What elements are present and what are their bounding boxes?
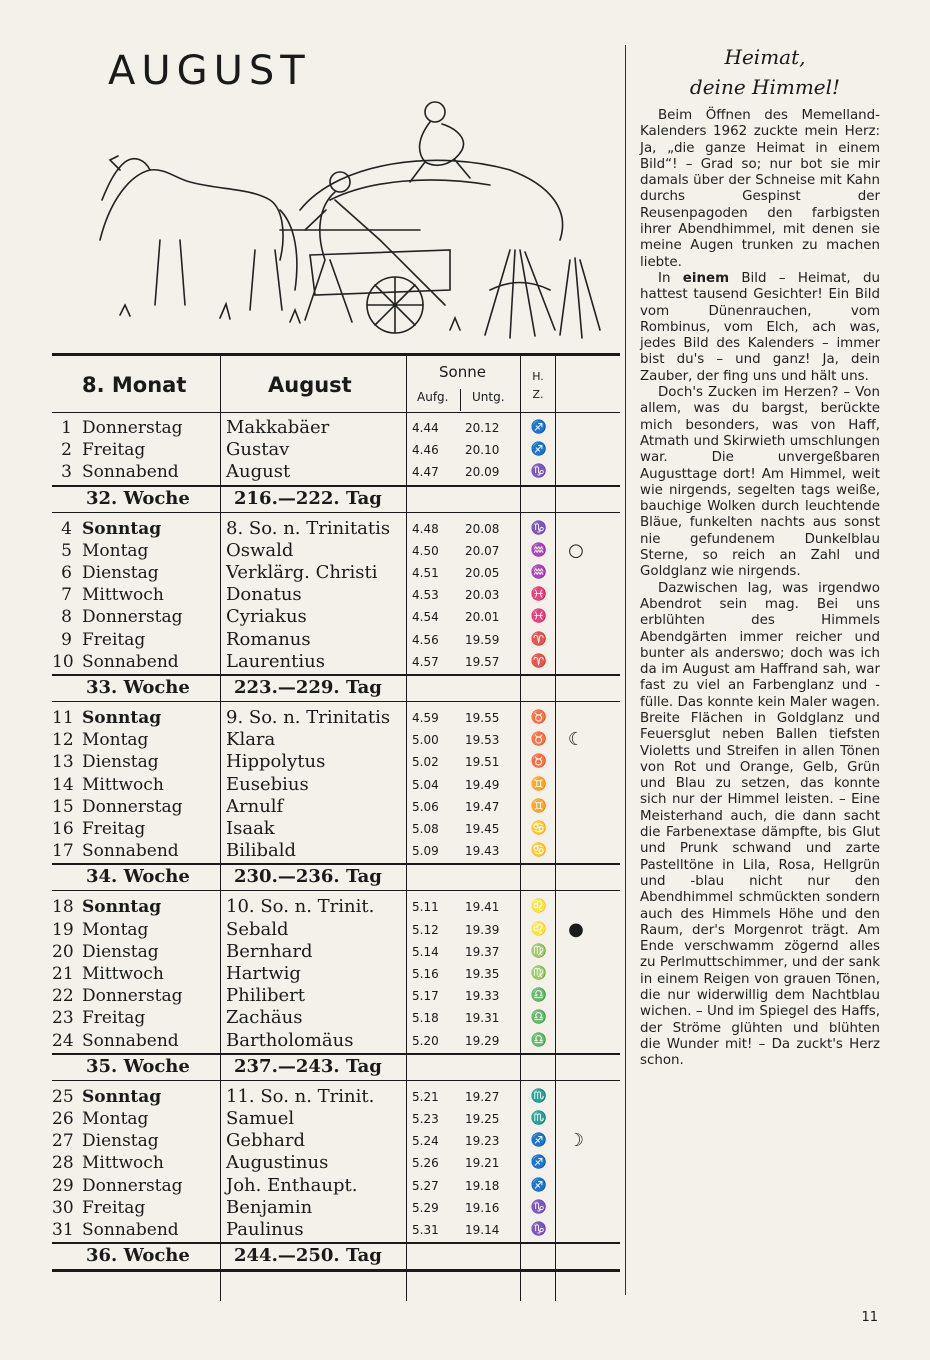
weekday: Sonntag <box>82 518 162 539</box>
sunrise-time: 4.56 <box>412 632 439 647</box>
day-row <box>52 796 620 818</box>
weekday: Dienstag <box>82 563 159 583</box>
story-paragraph-4: Dazwischen lag, was irgendwo Abendrot sein mag. Bei uns erblühten des Himmels Abendgärten immer reicher und bunter als anderswo; doch was ich da im August am Haffrand sah, war fast zu viel an Farbenglanz und -fülle. Das konnte kein Maler wagen. Breite Flächen in Goldglanz und Feuersglut neben Ballen tiefsten Violetts und Streifen in allen Tönen von Rot und Orange, Gelb, Grün und Blau zu setzen, das konnte sich nur der Himmel leisten. – Eine Meisterhand auch, die dann sacht die Farbenextase dämpfte, bis Glut und Prunk schwand und zarte Pastelltöne in Lila, Rosa, Hellgrün und -blau nicht nur den Abendhimmel schmückten sondern auch des Himmels Höhe und den Raum, der's Morgenrot trägt. Am Ende verschwamm zögernd alles zu Perlmuttschimmer, und der sank in einem Reigen von grauen Tönen, die nur widerwillig dem Nachtblau wichen. – Und im Spiegel des Haffs, der Ströme glühten und blühten die Wunder mit! – Da zuckt's Herz schon. <box>640 580 880 1069</box>
month-name-header: August <box>268 373 352 397</box>
day-range: 237.—243. Tag <box>234 1055 382 1077</box>
name-day: Philibert <box>226 985 305 1007</box>
story-paragraph-1: Beim Öffnen des Memelland-Kalenders 1962 zuckte mein Herz: Ja, „die ganze Heimat in einem Bild“! – Grad so; nur bot sie mir damals über der Schneise mit Kahn durchs Gespinst der Reusenpagoden den farbigsten ihrer Abendhimmel, mit denen sie meine Augen trunken zu machen liebte. <box>640 108 880 270</box>
story-p2-rest: Bild – Heimat, du hattest tausend Gesichter! Ein Bild vom Dünenrauchen, vom Rombinus, vom Elch, ach was, jedes Bild des Kalenders – immer bist du's – und ganz! Ja, dein Zauber, der fing uns und hält uns. <box>640 270 880 384</box>
full-moon-icon: ○ <box>568 539 584 561</box>
weekday: Freitag <box>82 819 146 839</box>
day-number: 1 <box>61 418 72 438</box>
column-divider <box>625 45 626 1295</box>
day-number: 20 <box>52 941 74 962</box>
name-day: Romanus <box>226 628 311 650</box>
sunrise-time: 4.53 <box>412 588 439 603</box>
day-number: 6 <box>61 563 72 583</box>
archer-icon: ♐ <box>530 442 548 458</box>
sunrise-time: 4.50 <box>412 543 439 558</box>
twins-icon: ♊ <box>530 798 548 814</box>
sunset-time: 19.41 <box>465 900 500 915</box>
sunset-time: 19.35 <box>465 967 500 981</box>
day-row <box>52 919 620 941</box>
sunrise-time: 5.02 <box>412 755 439 770</box>
sunrise-time: 4.44 <box>412 421 439 435</box>
weekday: Montag <box>82 540 149 561</box>
water-bearer-icon: ♒ <box>530 565 548 580</box>
weekday: Montag <box>82 730 149 751</box>
day-row <box>52 629 620 651</box>
sunrise-time: 5.31 <box>412 1223 439 1237</box>
day-number: 10 <box>52 651 74 672</box>
goat-icon: ♑ <box>530 1222 548 1237</box>
day-number: 28 <box>52 1153 74 1174</box>
name-day: Bilibald <box>226 840 297 862</box>
day-number: 4 <box>61 518 72 539</box>
day-row <box>52 1152 620 1174</box>
sunset-time: 19.59 <box>465 632 500 647</box>
day-row <box>52 963 620 985</box>
day-row <box>52 606 620 628</box>
goat-icon: ♑ <box>530 520 548 536</box>
name-day: Gebhard <box>226 1130 306 1152</box>
zodiac-header-line-2: Z. <box>532 388 544 401</box>
sunset-time: 19.21 <box>465 1156 500 1171</box>
weekday: Dienstag <box>82 1131 159 1152</box>
weekday: Freitag <box>82 440 146 461</box>
sunrise-time: 5.18 <box>412 1011 439 1026</box>
sunrise-time: 5.12 <box>412 922 439 937</box>
day-number: 5 <box>61 540 72 561</box>
weekday: Sonnabend <box>82 1220 179 1240</box>
week-row <box>52 1055 620 1079</box>
day-row <box>52 729 620 751</box>
sunset-time: 19.39 <box>465 922 500 937</box>
weekday: Freitag <box>82 1197 146 1218</box>
weekday: Montag <box>82 1109 149 1129</box>
sunset-time: 20.03 <box>465 588 500 603</box>
week-number: 34. Woche <box>86 866 190 888</box>
bull-icon: ♉ <box>530 754 548 770</box>
sunset-time: 20.08 <box>465 521 500 536</box>
name-day: Augustinus <box>226 1152 329 1174</box>
week-number: 36. Woche <box>86 1245 190 1267</box>
name-day: 10. So. n. Trinit. <box>226 896 375 918</box>
weekday: Sonntag <box>82 897 162 918</box>
day-row <box>52 651 620 673</box>
sunrise-time: 5.09 <box>412 844 439 859</box>
day-row <box>52 985 620 1007</box>
scorpion-icon: ♏ <box>530 1111 548 1126</box>
name-day: Gustav <box>226 439 290 461</box>
weekday: Dienstag <box>82 752 159 773</box>
virgin-icon: ♍ <box>530 943 548 959</box>
sunrise-time: 5.24 <box>412 1134 439 1149</box>
week-number: 35. Woche <box>86 1055 190 1077</box>
name-day: Oswald <box>226 539 294 561</box>
name-day: Laurentius <box>226 650 325 672</box>
sunset-header: Untg. <box>472 390 505 404</box>
name-day: Eusebius <box>226 773 309 795</box>
weekday: Sonntag <box>82 1086 162 1107</box>
scales-icon: ♎ <box>530 1010 548 1026</box>
sunrise-time: 4.47 <box>412 465 439 480</box>
name-day: Hartwig <box>226 963 301 984</box>
story-p2-emphasis: einem <box>682 270 730 286</box>
day-row <box>52 1108 620 1130</box>
week-bottom-rule <box>52 512 620 513</box>
sunset-time: 20.05 <box>465 566 500 580</box>
week-number: 32. Woche <box>86 487 190 509</box>
sunset-time: 19.27 <box>465 1089 500 1104</box>
sunset-time: 19.29 <box>465 1033 500 1048</box>
week-bottom-rule <box>52 701 620 702</box>
story-title <box>640 42 890 102</box>
header-bottom-rule <box>52 412 620 413</box>
weekday: Dienstag <box>82 941 159 962</box>
day-row <box>52 461 620 483</box>
archer-icon: ♐ <box>530 1177 548 1193</box>
table-top-rule <box>52 353 620 356</box>
weekday: Sonnabend <box>82 841 179 862</box>
goat-icon: ♑ <box>530 464 548 480</box>
calendar-table <box>52 353 620 1303</box>
name-day: Paulinus <box>226 1219 304 1240</box>
sunset-time: 19.53 <box>465 733 500 748</box>
day-number: 29 <box>52 1175 74 1196</box>
day-row <box>52 540 620 562</box>
sunrise-time: 5.16 <box>412 967 439 981</box>
name-day: Sebald <box>226 918 289 940</box>
zodiac-header <box>528 368 548 404</box>
day-number: 26 <box>52 1109 74 1129</box>
week-row <box>52 676 620 700</box>
scales-icon: ♎ <box>530 988 548 1004</box>
archer-icon: ♐ <box>530 1155 548 1171</box>
sunrise-time: 5.21 <box>412 1089 439 1104</box>
week-row <box>52 487 620 511</box>
bull-icon: ♉ <box>530 710 548 725</box>
week-bottom-rule <box>52 1080 620 1081</box>
lion-icon: ♌ <box>530 899 548 915</box>
harvest-illustration <box>90 90 610 350</box>
day-row <box>52 751 620 773</box>
weekday: Mittwoch <box>82 585 164 606</box>
day-number: 30 <box>52 1197 74 1218</box>
sunset-time: 19.51 <box>465 755 500 770</box>
sunrise-time: 5.14 <box>412 944 439 959</box>
name-day: 11. So. n. Trinit. <box>226 1085 375 1107</box>
name-day: Samuel <box>226 1108 295 1129</box>
name-day: Arnulf <box>226 795 284 817</box>
weekday: Donnerstag <box>82 418 183 438</box>
day-number: 31 <box>52 1220 74 1240</box>
scales-icon: ♎ <box>530 1032 548 1048</box>
sunrise-time: 4.51 <box>412 566 439 580</box>
sunset-time: 20.01 <box>465 610 500 625</box>
day-row <box>52 1197 620 1219</box>
day-row <box>52 439 620 461</box>
day-row <box>52 417 620 439</box>
day-number: 8 <box>61 607 72 628</box>
name-day: Klara <box>226 729 276 751</box>
day-number: 13 <box>52 752 74 773</box>
weekday: Donnerstag <box>82 607 183 628</box>
col-divider-2 <box>406 353 407 1301</box>
day-number: 24 <box>52 1030 74 1051</box>
name-day: Benjamin <box>226 1196 313 1218</box>
day-row <box>52 840 620 862</box>
day-row <box>52 1175 620 1197</box>
virgin-icon: ♍ <box>530 966 548 981</box>
scorpion-icon: ♏ <box>530 1088 548 1104</box>
month-number-header: 8. Monat <box>82 373 187 397</box>
fish-icon: ♓ <box>530 609 548 625</box>
day-row <box>52 1007 620 1029</box>
weekday: Sonnabend <box>82 651 179 672</box>
sunrise-time: 5.11 <box>412 900 439 915</box>
day-row <box>52 518 620 540</box>
weekday: Mittwoch <box>82 964 164 984</box>
week-row <box>52 865 620 889</box>
sunrise-time: 5.06 <box>412 799 439 814</box>
day-row <box>52 896 620 918</box>
day-number: 21 <box>52 964 74 984</box>
day-row <box>52 1086 620 1108</box>
water-bearer-icon: ♒ <box>530 542 548 558</box>
sunset-time: 20.09 <box>465 465 500 480</box>
day-row <box>52 584 620 606</box>
day-number: 22 <box>52 986 74 1007</box>
day-number: 19 <box>52 919 74 940</box>
story-paragraph-3: Doch's Zucken im Herzen? – Von allem, was du bargst, berückte mich besonders, was von Haff, Atmath und Skirwieth umschlungen war. Die unvergeßbaren Augusttage dort! Am Himmel, weit wie nirgends, segelten tags weiße, bauchige Wolken durch leuchtende Bläue, funkelten nachts aus sonst nie gefundenem Dunkelblau Sterne, so reich an Zahl und Goldglanz wie nirgends. <box>640 385 880 580</box>
day-number: 23 <box>52 1008 74 1029</box>
sunset-time: 19.55 <box>465 711 500 725</box>
archer-icon: ♐ <box>530 1133 548 1149</box>
name-day: August <box>226 461 291 483</box>
day-range: 223.—229. Tag <box>234 677 382 698</box>
week-bottom-rule <box>52 890 620 891</box>
day-number: 12 <box>52 730 74 751</box>
sunset-time: 19.33 <box>465 989 500 1004</box>
day-number: 25 <box>52 1086 74 1107</box>
day-number: 14 <box>52 774 74 795</box>
day-number: 7 <box>61 585 72 606</box>
week-bottom-rule <box>52 1269 620 1272</box>
sunrise-time: 4.57 <box>412 654 439 669</box>
weekday: Mittwoch <box>82 1153 164 1174</box>
sunrise-time: 5.29 <box>412 1200 439 1215</box>
name-day: Cyriakus <box>226 606 307 628</box>
sunset-time: 19.47 <box>465 799 500 814</box>
weekday: Sonnabend <box>82 1030 179 1051</box>
col-divider-1 <box>220 353 221 1301</box>
sunset-time: 19.49 <box>465 777 500 792</box>
sunrise-time: 4.48 <box>412 521 439 536</box>
sunrise-time: 5.00 <box>412 733 439 748</box>
day-row <box>52 1219 620 1241</box>
page-title: AUGUST <box>108 48 311 94</box>
day-number: 11 <box>52 708 74 728</box>
name-day: 8. So. n. Trinitatis <box>226 517 391 539</box>
sunset-time: 19.14 <box>465 1223 500 1237</box>
day-row <box>52 941 620 963</box>
week-number: 33. Woche <box>86 677 190 698</box>
name-day: Donatus <box>226 584 302 606</box>
sunrise-time: 4.59 <box>412 711 439 725</box>
sunrise-time: 5.20 <box>412 1033 439 1048</box>
sunrise-time: 5.23 <box>412 1112 439 1126</box>
sunrise-time: 5.27 <box>412 1178 439 1193</box>
day-row <box>52 818 620 840</box>
sunset-time: 19.31 <box>465 1011 500 1026</box>
crab-icon: ♋ <box>530 843 548 859</box>
day-number: 9 <box>61 629 72 650</box>
name-day: Verklärg. Christi <box>226 562 378 583</box>
day-row <box>52 1030 620 1052</box>
name-day: Isaak <box>226 818 275 839</box>
sunrise-time: 4.54 <box>412 610 439 625</box>
day-row <box>52 1130 620 1152</box>
sunrise-time: 5.08 <box>412 822 439 836</box>
twins-icon: ♊ <box>530 776 548 792</box>
weekday: Donnerstag <box>82 796 183 817</box>
story-p2-start: In <box>658 270 683 286</box>
day-range: 216.—222. Tag <box>234 487 382 509</box>
ram-icon: ♈ <box>530 653 548 669</box>
day-row <box>52 707 620 729</box>
day-number: 18 <box>52 897 74 918</box>
day-row <box>52 562 620 584</box>
week-row <box>52 1244 620 1268</box>
sunset-time: 19.57 <box>465 654 500 669</box>
sunset-time: 19.45 <box>465 822 500 836</box>
bull-icon: ♉ <box>530 732 548 748</box>
weekday: Sonnabend <box>82 462 179 483</box>
day-number: 16 <box>52 819 74 839</box>
sunset-time: 19.16 <box>465 1200 500 1215</box>
story-paragraph-2 <box>640 271 880 385</box>
day-number: 27 <box>52 1131 74 1152</box>
sunset-time: 19.43 <box>465 844 500 859</box>
sunrise-time: 4.46 <box>412 443 439 458</box>
sun-header: Sonne <box>439 363 486 381</box>
day-range: 244.—250. Tag <box>234 1245 382 1267</box>
sunset-time: 20.12 <box>465 421 500 435</box>
name-day: Makkabäer <box>226 417 330 438</box>
first-quarter-icon: ☽ <box>567 1130 585 1152</box>
name-day: Joh. Enthaupt. <box>226 1174 358 1196</box>
ram-icon: ♈ <box>530 631 548 647</box>
weekday: Freitag <box>82 1008 146 1029</box>
story-text <box>640 108 880 1070</box>
weekday: Mittwoch <box>82 774 164 795</box>
col-divider-aufg <box>460 389 461 411</box>
name-day: Zachäus <box>226 1007 303 1029</box>
day-number: 15 <box>52 796 74 817</box>
day-number: 17 <box>52 841 74 862</box>
goat-icon: ♑ <box>530 1199 548 1215</box>
col-divider-3 <box>520 353 521 1301</box>
sunrise-time: 5.17 <box>412 989 439 1004</box>
name-day: 9. So. n. Trinitatis <box>226 707 391 728</box>
story-title-line-1: Heimat, <box>724 45 806 69</box>
fish-icon: ♓ <box>530 587 548 603</box>
weekday: Donnerstag <box>82 986 183 1007</box>
page-number: 11 <box>861 1310 878 1325</box>
name-day: Hippolytus <box>226 751 326 773</box>
day-number: 3 <box>61 462 72 483</box>
sunrise-time: 5.04 <box>412 777 439 792</box>
zodiac-header-line-1: H. <box>532 370 544 383</box>
new-moon-icon: ● <box>568 918 584 940</box>
crab-icon: ♋ <box>530 821 548 836</box>
weekday: Donnerstag <box>82 1175 183 1196</box>
name-day: Bernhard <box>226 940 313 962</box>
sunset-time: 19.25 <box>465 1112 500 1126</box>
day-range: 230.—236. Tag <box>234 866 382 888</box>
story-title-line-2: deine Himmel! <box>689 75 841 99</box>
weekday: Sonntag <box>82 708 162 728</box>
last-quarter-icon: ☾ <box>567 729 585 751</box>
name-day: Bartholomäus <box>226 1029 354 1051</box>
sunset-time: 19.23 <box>465 1134 500 1149</box>
sunset-time: 19.18 <box>465 1178 500 1193</box>
sunset-time: 20.07 <box>465 543 500 558</box>
weekday: Montag <box>82 919 149 940</box>
sunrise-time: 5.26 <box>412 1156 439 1171</box>
day-row <box>52 774 620 796</box>
weekday: Freitag <box>82 629 146 650</box>
sunset-time: 19.37 <box>465 944 500 959</box>
day-number: 2 <box>61 440 72 461</box>
col-divider-4 <box>555 353 556 1301</box>
lion-icon: ♌ <box>530 921 548 937</box>
archer-icon: ♐ <box>530 420 548 435</box>
sunrise-header: Aufg. <box>417 390 449 404</box>
sunset-time: 20.10 <box>465 443 500 458</box>
